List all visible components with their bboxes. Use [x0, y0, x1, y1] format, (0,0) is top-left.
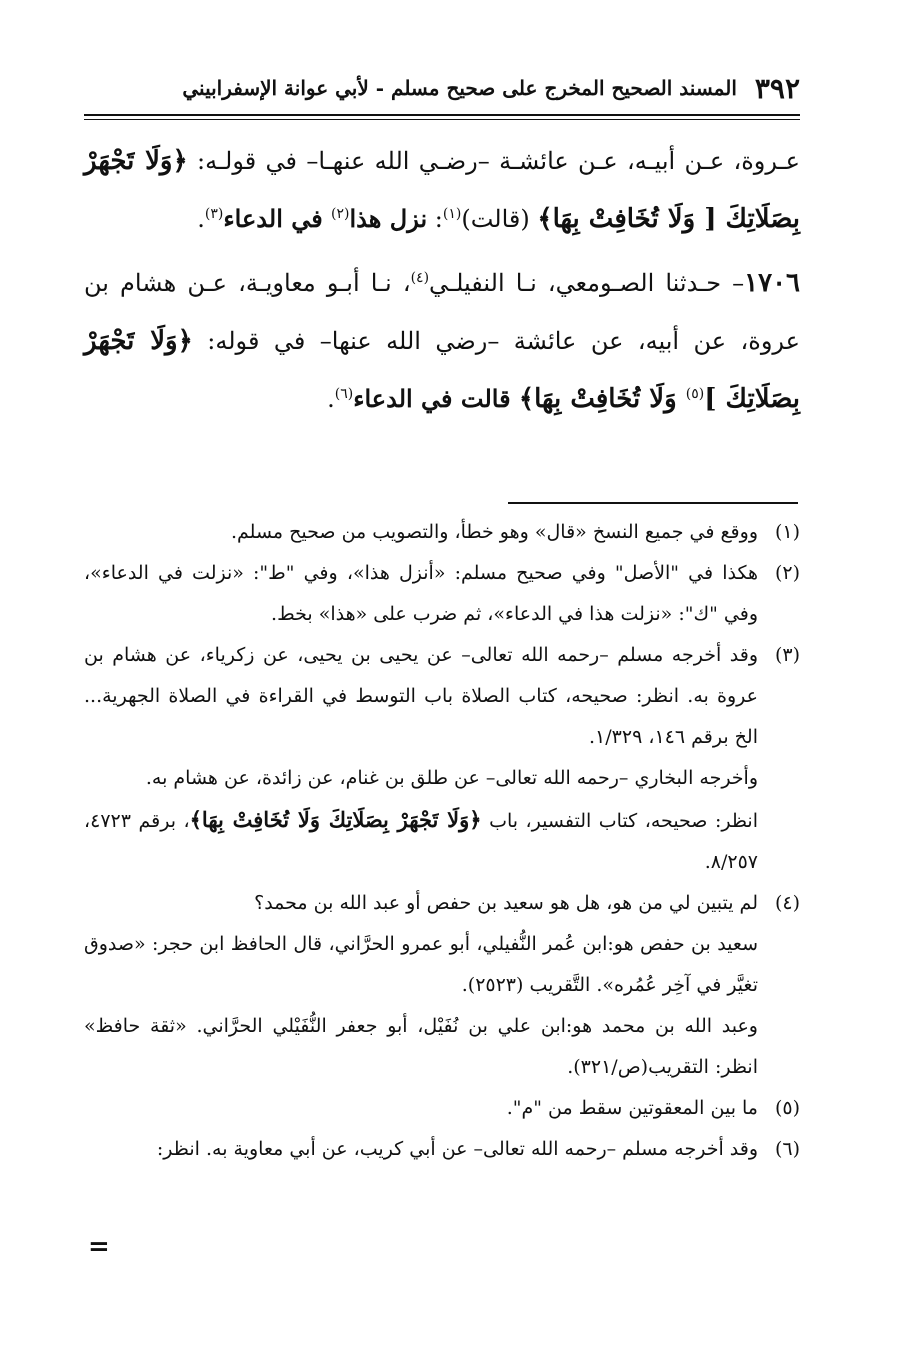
footnote-ref: (٣)	[204, 206, 224, 222]
quran-verse: ﴿وَلَا تَجْهَرْ بِصَلَاتِكَ وَلَا تُخَافِتْ بِهَا﴾	[189, 807, 482, 832]
hadith-number: ١٧٠٦	[744, 268, 800, 298]
footnote-4: (٤) لم يتبين لي من هو، هل هو سعيد بن حفص أو عبد الله بن محمد؟ سعيد بن حفص هو:ابن عُمر النُّفيلي، أبو عمرو الحرَّاني، قال الحافظ ابن حجر: «صدوق تغيَّر في آخِر عُمُره». التَّقريب (٢٥٢٣). وعبد الله بن محمد هو:ابن علي بن نُفَيْل، أبو جعفر النُّفَيْلي الحرَّاني. «ثقة حافظ» انظر: التقريب(ص/٣٢١).	[84, 883, 800, 1088]
footnote-number: (٣)	[774, 644, 800, 666]
quran-verse: ﴿وَلَا تَجْهَرْ بِصَلَاتِكَ [ وَلَا تُخَافِتْ بِهَا﴾	[84, 146, 800, 234]
paragraph-continuation: عـروة، عـن أبيـه، عـن عائشـة –رضـي الله عنهـا– في قولـه: ﴿وَلَا تَجْهَرْ بِصَلَاتِكَ [ وَلَا تُخَافِتْ بِهَا﴾ (قالت)$^{(١)}$: نزل هذا$^{(٢)}$ في الدعاء$^{(٣)}$.	[84, 146, 800, 234]
footnote-ref: (٤)	[410, 270, 430, 286]
footnotes	[84, 512, 800, 1170]
footnote-ref: (٥)	[685, 386, 705, 402]
footnote-6: (٦) وقد أخرجه مسلم –رحمه الله تعالى– عن أبي كريب، عن أبي معاوية به. انظر:	[84, 1129, 800, 1170]
footnote-number: (٥)	[774, 1097, 800, 1119]
footnote-number: (٢)	[774, 562, 800, 584]
footnote-3: (٣) وقد أخرجه مسلم –رحمه الله تعالى– عن يحيى بن يحيى، عن زكرياء، عن هشام بن عروة به. انظر: صحيحه، كتاب الصلاة باب التوسط في القراءة في الصلاة الجهرية... الخ برقم ١٤٦، ١/٣٢٩. وأخرجه البخاري –رحمه الله تعالى– عن طلق بن غنام، عن زائدة، عن هشام به. انظر: صحيحه، كتاب التفسير، باب ﴿وَلَا تَجْهَرْ بِصَلَاتِكَ وَلَا تُخَافِتْ بِهَا﴾، برقم ٤٧٢٣، ٨/٢٥٧.	[84, 635, 800, 883]
footnote-ref: (٢)	[331, 206, 350, 222]
footnote-1: (١) ووقع في جميع النسخ «قال» وهو خطأ، والتصويب من صحيح مسلم.	[84, 512, 800, 553]
footnote-ref: (٦)	[334, 386, 354, 402]
quran-verse: وَلَا تُخَافِتْ بِهَا﴾	[518, 384, 686, 414]
page-number: ٣٩٢	[754, 71, 800, 105]
quran-verse: ﴿وَلَا تَجْهَرْ بِصَلَاتِكَ ]	[84, 326, 800, 414]
footnote-2: (٢) هكذا في "الأصل" وفي صحيح مسلم: «أنزل هذا»، وفي "ط": «نزلت في الدعاء»، وفي "ك": «نزلت هذا في الدعاء»، ثم ضرب على «هذا» بخط.	[84, 553, 800, 635]
main-text	[84, 132, 800, 428]
footnote-number: (٤)	[774, 892, 800, 914]
footnote-separator	[508, 502, 798, 504]
footnote-ref: (١)	[442, 206, 462, 222]
header-rule	[84, 114, 800, 120]
running-title: المسند الصحيح المخرج على صحيح مسلم - لأبي عوانة الإسفرابيني	[182, 76, 737, 100]
hadith-paragraph: ١٧٠٦– حـدثنا الصـومعي، نـا النفيلـي$^{(٤)}$، نـا أبـو معاويـة، عـن هشام بن عروة، عن أبيه، عن عائشة –رضي الله عنها– في قوله: ﴿وَلَا تَجْهَرْ بِصَلَاتِكَ ]$^{(٥)}$ وَلَا تُخَافِتْ بِهَا﴾ قالت في الدعاء$^{(٦)}$.	[84, 268, 800, 414]
running-header	[84, 66, 800, 110]
footnote-number: (١)	[774, 521, 800, 543]
footnote-5: (٥) ما بين المعقوتين سقط من "م".	[84, 1088, 800, 1129]
footnote-number: (٦)	[774, 1138, 800, 1160]
continuation-mark: =	[88, 1232, 110, 1262]
